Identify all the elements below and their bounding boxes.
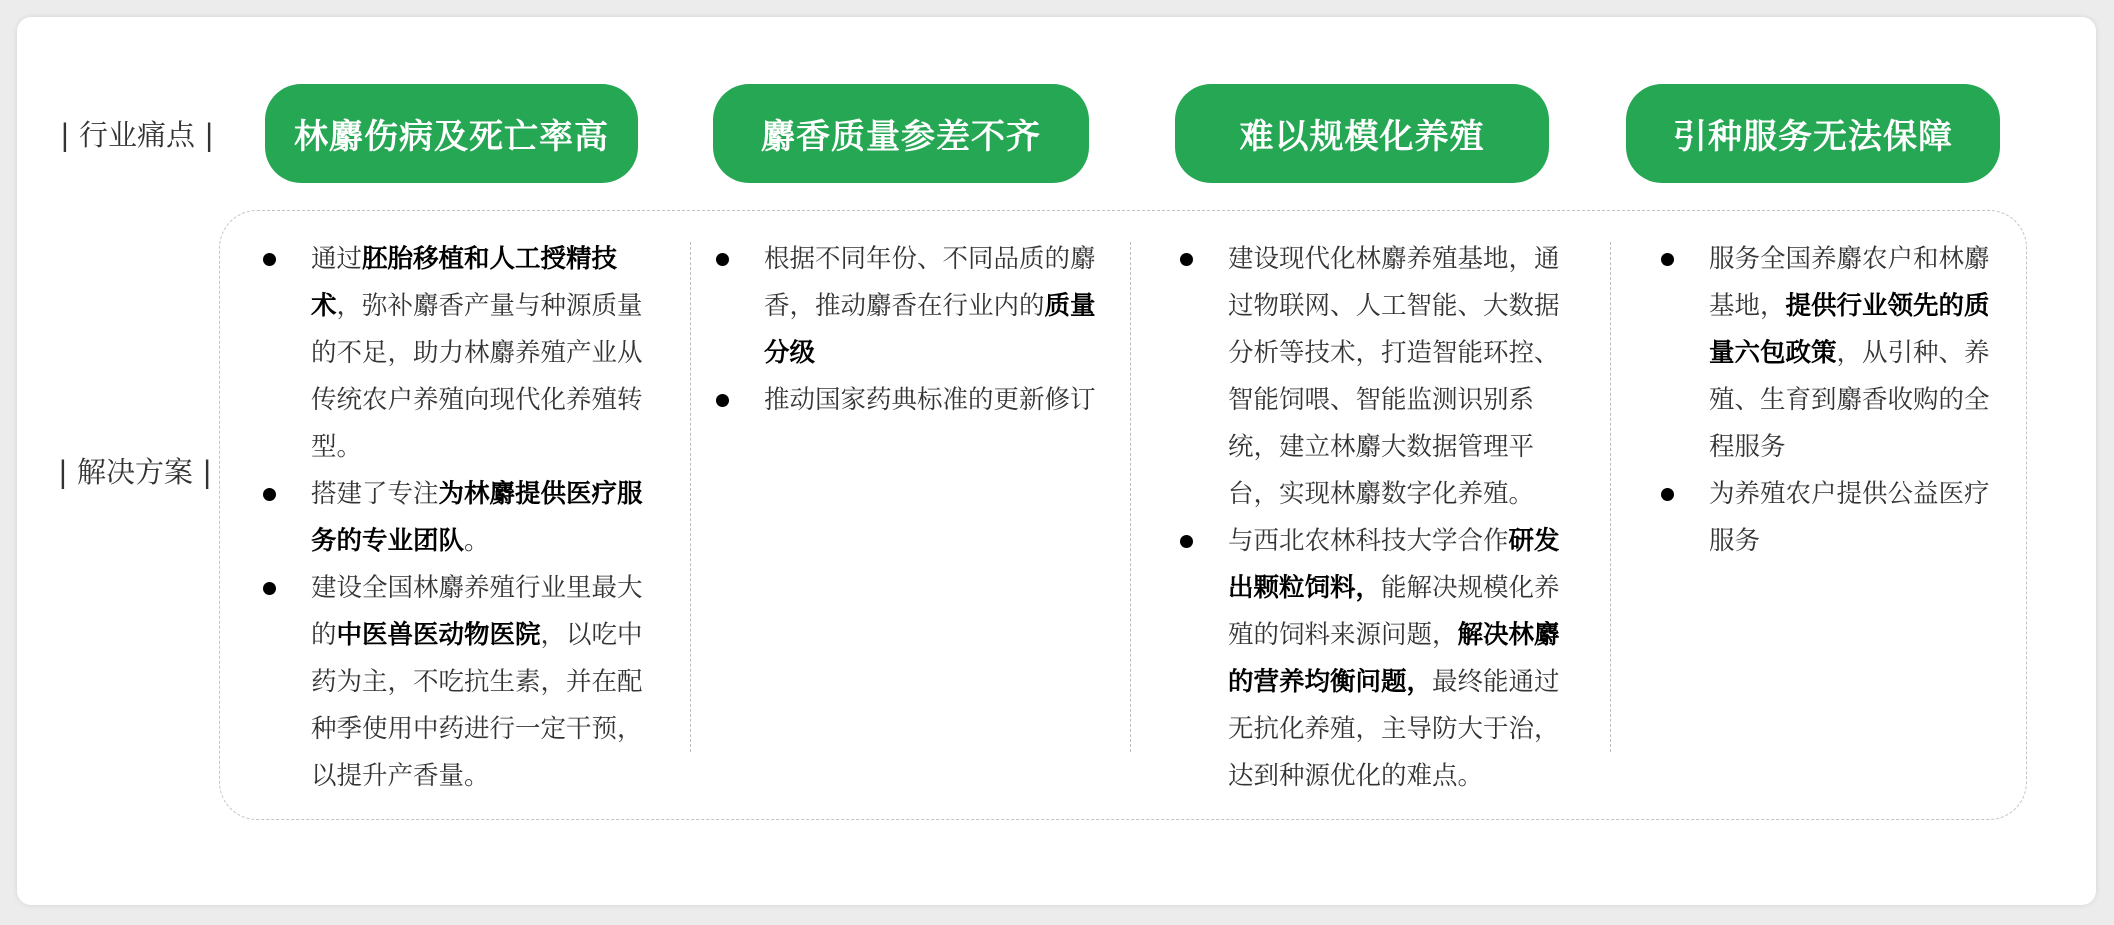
solution-text: 推动国家药典标准的更新修订 [764, 385, 1096, 415]
solution-item [1180, 518, 1580, 800]
solution-item [263, 471, 653, 565]
solution-text: 。 [464, 526, 490, 556]
solution-item [263, 236, 653, 471]
solution-item [263, 565, 653, 800]
solution-item [1180, 236, 1580, 518]
solution-text: 与西北农林科技大学合作 [1228, 526, 1509, 556]
solution-item [1661, 236, 1991, 471]
pain-point-1: 林麝伤病及死亡率高 [265, 84, 638, 183]
solution-text: 服务全国养麝农户和林麝基地， [1709, 244, 1990, 321]
solution-text: 建设全国林麝养殖行业里最大的 [311, 573, 643, 650]
solution-text: 建设现代化林麝养殖基地，通过物联网、人工智能、大数据分析等技术，打造智能环控、智能饲喂、智能监测识别系统，建立林麝大数据管理平台，实现林麝数字化养殖。 [1228, 244, 1560, 509]
column-divider [690, 242, 691, 752]
solution-text: 能解决规模化养殖的饲料来源问题， [1228, 573, 1560, 650]
emphasis-text: 解决林麝的营养均衡问题， [1228, 620, 1560, 697]
solution-text: ，以吃中药为主，不吃抗生素，并在配种季使用中药进行一定干预，以提升产香量。 [311, 620, 643, 791]
solution-column-1 [263, 236, 653, 800]
solution-item [1661, 471, 1991, 565]
column-divider [1610, 242, 1611, 752]
emphasis-text: 研发出颗粒饲料， [1228, 526, 1560, 603]
emphasis-text: 胚胎移植和人工授精技术 [311, 244, 618, 321]
solution-column-2 [716, 236, 1106, 424]
pain-point-4: 引种服务无法保障 [1626, 84, 2000, 183]
solution-text: ，从引种、养殖、生育到麝香收购的全程服务 [1709, 338, 1990, 462]
solution-text: 为养殖农户提供公益医疗服务 [1709, 479, 1990, 556]
solutions-label: | 解决方案 | [58, 455, 212, 489]
solution-text: 搭建了专注 [311, 479, 439, 509]
solution-column-3 [1180, 236, 1580, 800]
emphasis-text: 提供行业领先的质量六包政策 [1709, 291, 1990, 368]
emphasis-text: 中医兽医动物医院 [336, 620, 541, 650]
pain-point-2: 麝香质量参差不齐 [713, 84, 1089, 183]
pain-points-label: | 行业痛点 | [60, 118, 214, 152]
solution-item [716, 236, 1106, 377]
pain-point-3: 难以规模化养殖 [1175, 84, 1549, 183]
solution-text: 通过 [311, 244, 363, 274]
emphasis-text: 为林麝提供医疗服务的专业团队 [311, 479, 643, 556]
solution-text: ，弥补麝香产量与种源质量的不足，助力林麝养殖产业从传统农户养殖向现代化养殖转型。 [311, 291, 643, 462]
solution-item [716, 377, 1106, 424]
emphasis-text: 质量分级 [764, 291, 1096, 368]
column-divider [1130, 242, 1131, 752]
solution-column-4 [1661, 236, 1991, 565]
solution-text: 最终能通过无抗化养殖，主导防大于治，达到种源优化的难点。 [1228, 667, 1560, 791]
solution-text: 根据不同年份、不同品质的麝香，推动麝香在行业内的 [764, 244, 1096, 321]
